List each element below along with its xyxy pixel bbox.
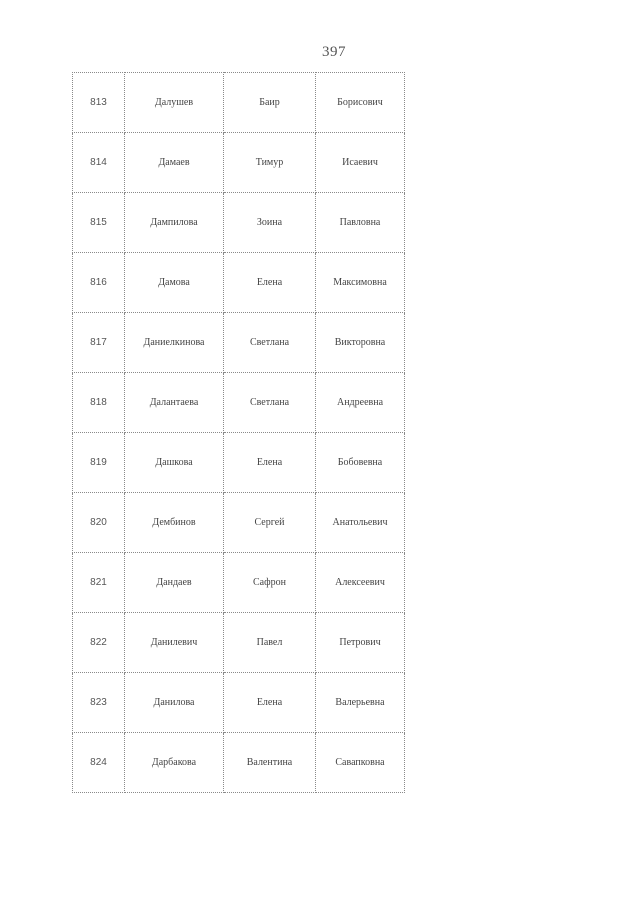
last-name: Даниелкинова bbox=[125, 313, 224, 373]
last-name: Далушев bbox=[125, 73, 224, 133]
last-name: Далантаева bbox=[125, 373, 224, 433]
patronymic: Андреевна bbox=[316, 373, 405, 433]
first-name: Сергей bbox=[224, 493, 316, 553]
last-name: Данилевич bbox=[125, 613, 224, 673]
row-number: 820 bbox=[73, 493, 125, 553]
patronymic: Бобовевна bbox=[316, 433, 405, 493]
first-name: Елена bbox=[224, 673, 316, 733]
row-number: 813 bbox=[73, 73, 125, 133]
table-row bbox=[73, 433, 405, 493]
patronymic: Викторовна bbox=[316, 313, 405, 373]
table-row bbox=[73, 733, 405, 793]
last-name: Дамова bbox=[125, 253, 224, 313]
table-row bbox=[73, 73, 405, 133]
first-name: Светлана bbox=[224, 373, 316, 433]
first-name: Павел bbox=[224, 613, 316, 673]
table-row bbox=[73, 673, 405, 733]
first-name: Тимур bbox=[224, 133, 316, 193]
patronymic: Максимовна bbox=[316, 253, 405, 313]
patronymic: Савапковна bbox=[316, 733, 405, 793]
names-table bbox=[72, 72, 405, 793]
last-name: Дандаев bbox=[125, 553, 224, 613]
row-number: 823 bbox=[73, 673, 125, 733]
patronymic: Павловна bbox=[316, 193, 405, 253]
first-name: Баир bbox=[224, 73, 316, 133]
first-name: Светлана bbox=[224, 313, 316, 373]
row-number: 819 bbox=[73, 433, 125, 493]
last-name: Дамаев bbox=[125, 133, 224, 193]
patronymic: Петрович bbox=[316, 613, 405, 673]
first-name: Валентина bbox=[224, 733, 316, 793]
patronymic: Алексеевич bbox=[316, 553, 405, 613]
last-name: Дарбакова bbox=[125, 733, 224, 793]
table-row bbox=[73, 133, 405, 193]
table-row bbox=[73, 613, 405, 673]
first-name: Зоина bbox=[224, 193, 316, 253]
row-number: 821 bbox=[73, 553, 125, 613]
row-number: 817 bbox=[73, 313, 125, 373]
patronymic: Анатольевич bbox=[316, 493, 405, 553]
row-number: 816 bbox=[73, 253, 125, 313]
last-name: Дембинов bbox=[125, 493, 224, 553]
table-row bbox=[73, 313, 405, 373]
patronymic: Валерьевна bbox=[316, 673, 405, 733]
first-name: Елена bbox=[224, 253, 316, 313]
last-name: Дампилова bbox=[125, 193, 224, 253]
names-table-container bbox=[72, 72, 404, 793]
row-number: 818 bbox=[73, 373, 125, 433]
row-number: 822 bbox=[73, 613, 125, 673]
row-number: 814 bbox=[73, 133, 125, 193]
first-name: Елена bbox=[224, 433, 316, 493]
last-name: Дашкова bbox=[125, 433, 224, 493]
table-row bbox=[73, 373, 405, 433]
table-row bbox=[73, 553, 405, 613]
first-name: Сафрон bbox=[224, 553, 316, 613]
row-number: 824 bbox=[73, 733, 125, 793]
patronymic: Исаевич bbox=[316, 133, 405, 193]
table-row bbox=[73, 193, 405, 253]
table-row bbox=[73, 493, 405, 553]
table-row bbox=[73, 253, 405, 313]
last-name: Данилова bbox=[125, 673, 224, 733]
row-number: 815 bbox=[73, 193, 125, 253]
page-number: 397 bbox=[322, 44, 346, 60]
patronymic: Борисович bbox=[316, 73, 405, 133]
